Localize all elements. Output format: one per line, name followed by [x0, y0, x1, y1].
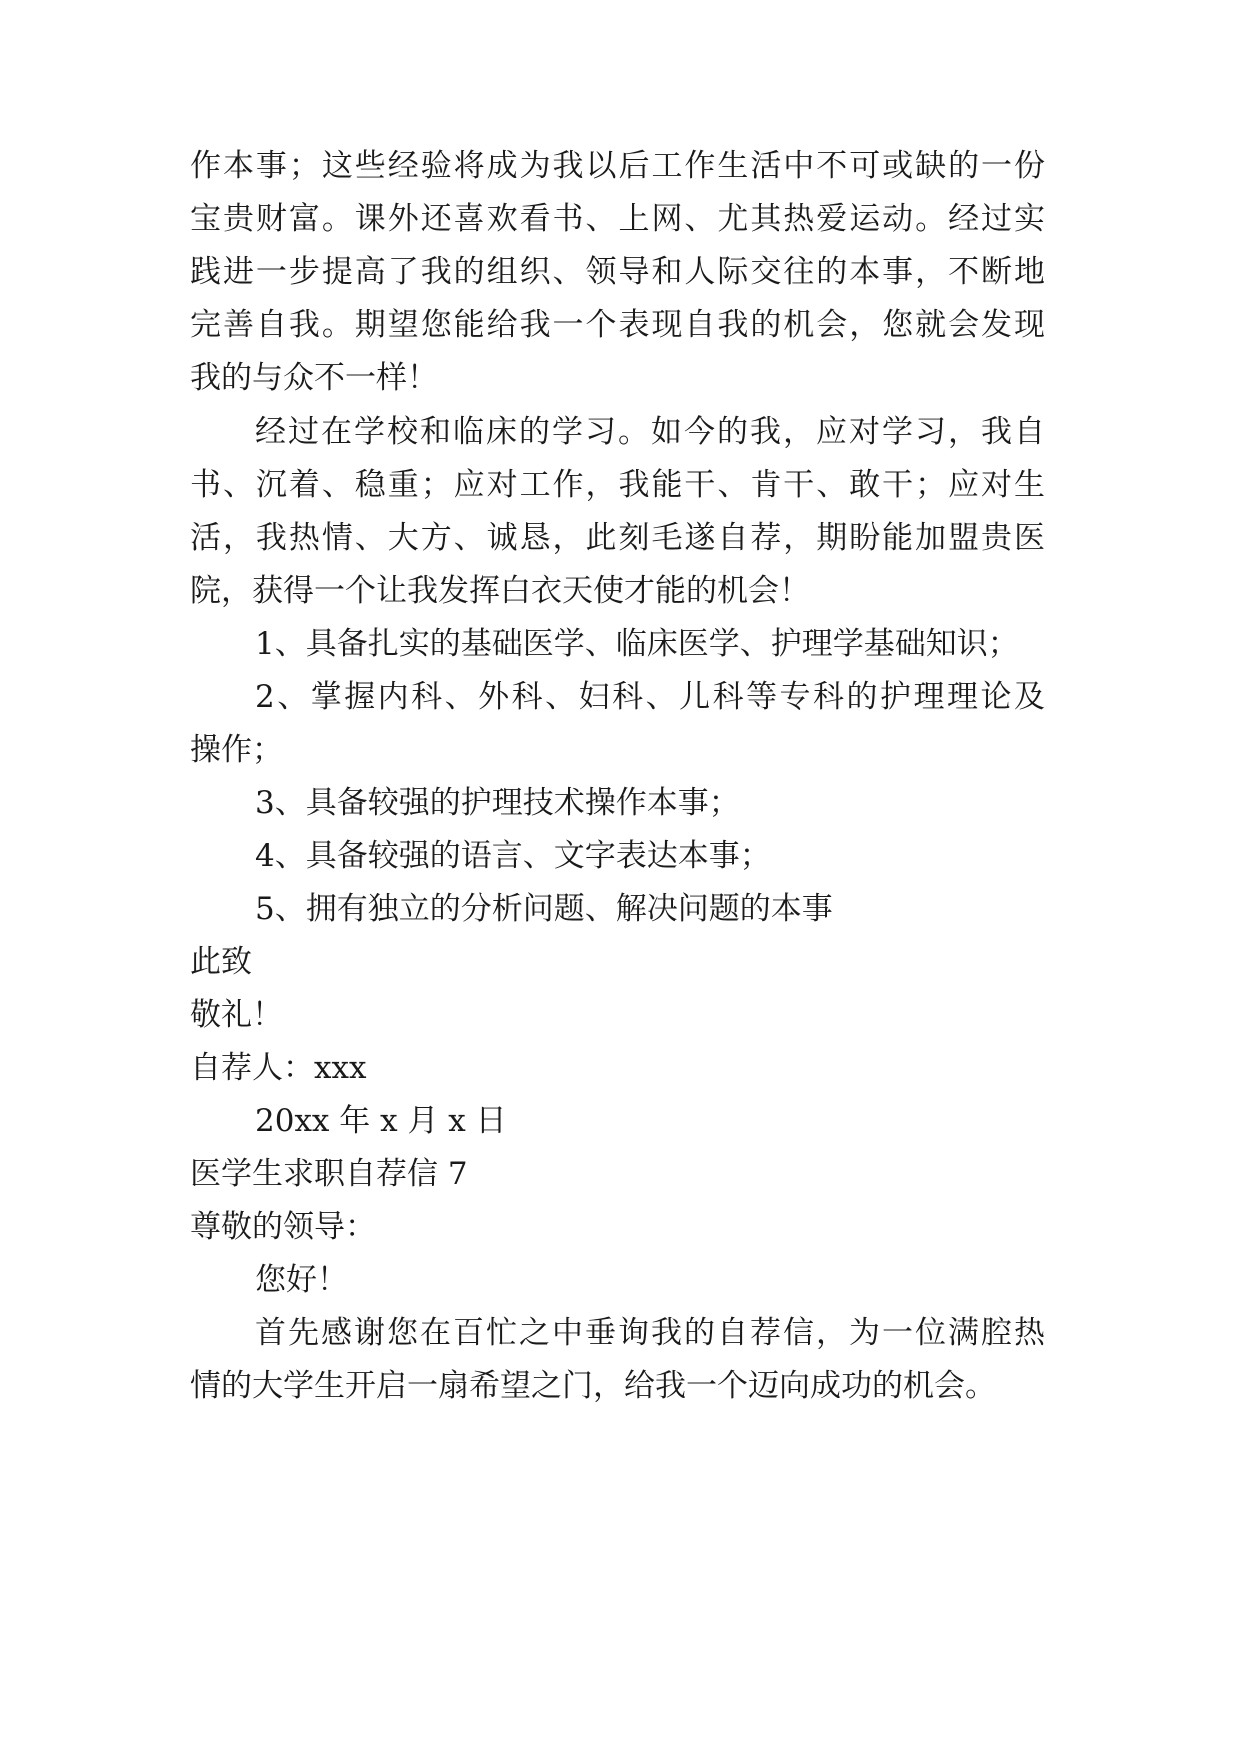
- paragraph-line: 经过在学校和临床的学习。如今的我，应对学习，我自: [255, 414, 1045, 450]
- signature-line: 自荐人：xxx: [190, 1050, 367, 1086]
- closing-regards: 敬礼！: [190, 997, 283, 1033]
- list-item: 4、具备较强的语言、文字表达本事；: [255, 838, 771, 874]
- greeting-hello: 您好！: [255, 1262, 348, 1298]
- closing-salutation: 此致: [190, 944, 252, 980]
- paragraph-line: 宝贵财富。课外还喜欢看书、上网、尤其热爱运动。经过实: [190, 201, 1045, 237]
- section-title: 医学生求职自荐信 7: [190, 1156, 468, 1192]
- list-item: 1、具备扎实的基础医学、临床医学、护理学基础知识；: [255, 626, 1019, 662]
- paragraph-line: 首先感谢您在百忙之中垂询我的自荐信，为一位满腔热: [255, 1315, 1045, 1351]
- greeting: 尊敬的领导：: [190, 1209, 376, 1245]
- paragraph-line: 践进一步提高了我的组织、领导和人际交往的本事，不断地: [190, 254, 1045, 290]
- list-item: 3、具备较强的护理技术操作本事；: [255, 785, 740, 821]
- paragraph-line: 完善自我。期望您能给我一个表现自我的机会，您就会发现: [190, 307, 1045, 343]
- list-item: 2、掌握内科、外科、妇科、儿科等专科的护理理论及: [255, 679, 1045, 715]
- paragraph-line: 书、沉着、稳重；应对工作，我能干、肯干、敢干；应对生: [190, 467, 1045, 503]
- paragraph-line: 我的与众不一样！: [190, 360, 438, 396]
- list-item: 5、拥有独立的分析问题、解决问题的本事: [255, 891, 833, 927]
- paragraph-line: 情的大学生开启一扇希望之门，给我一个迈向成功的机会。: [190, 1368, 996, 1404]
- paragraph-line: 院，获得一个让我发挥白衣天使才能的机会！: [190, 573, 810, 609]
- list-item-continuation: 操作；: [190, 732, 283, 768]
- date-line: 20xx 年 x 月 x 日: [255, 1103, 507, 1139]
- paragraph-line: 作本事；这些经验将成为我以后工作生活中不可或缺的一份: [190, 148, 1045, 184]
- paragraph-line: 活，我热情、大方、诚恳，此刻毛遂自荐，期盼能加盟贵医: [190, 520, 1045, 556]
